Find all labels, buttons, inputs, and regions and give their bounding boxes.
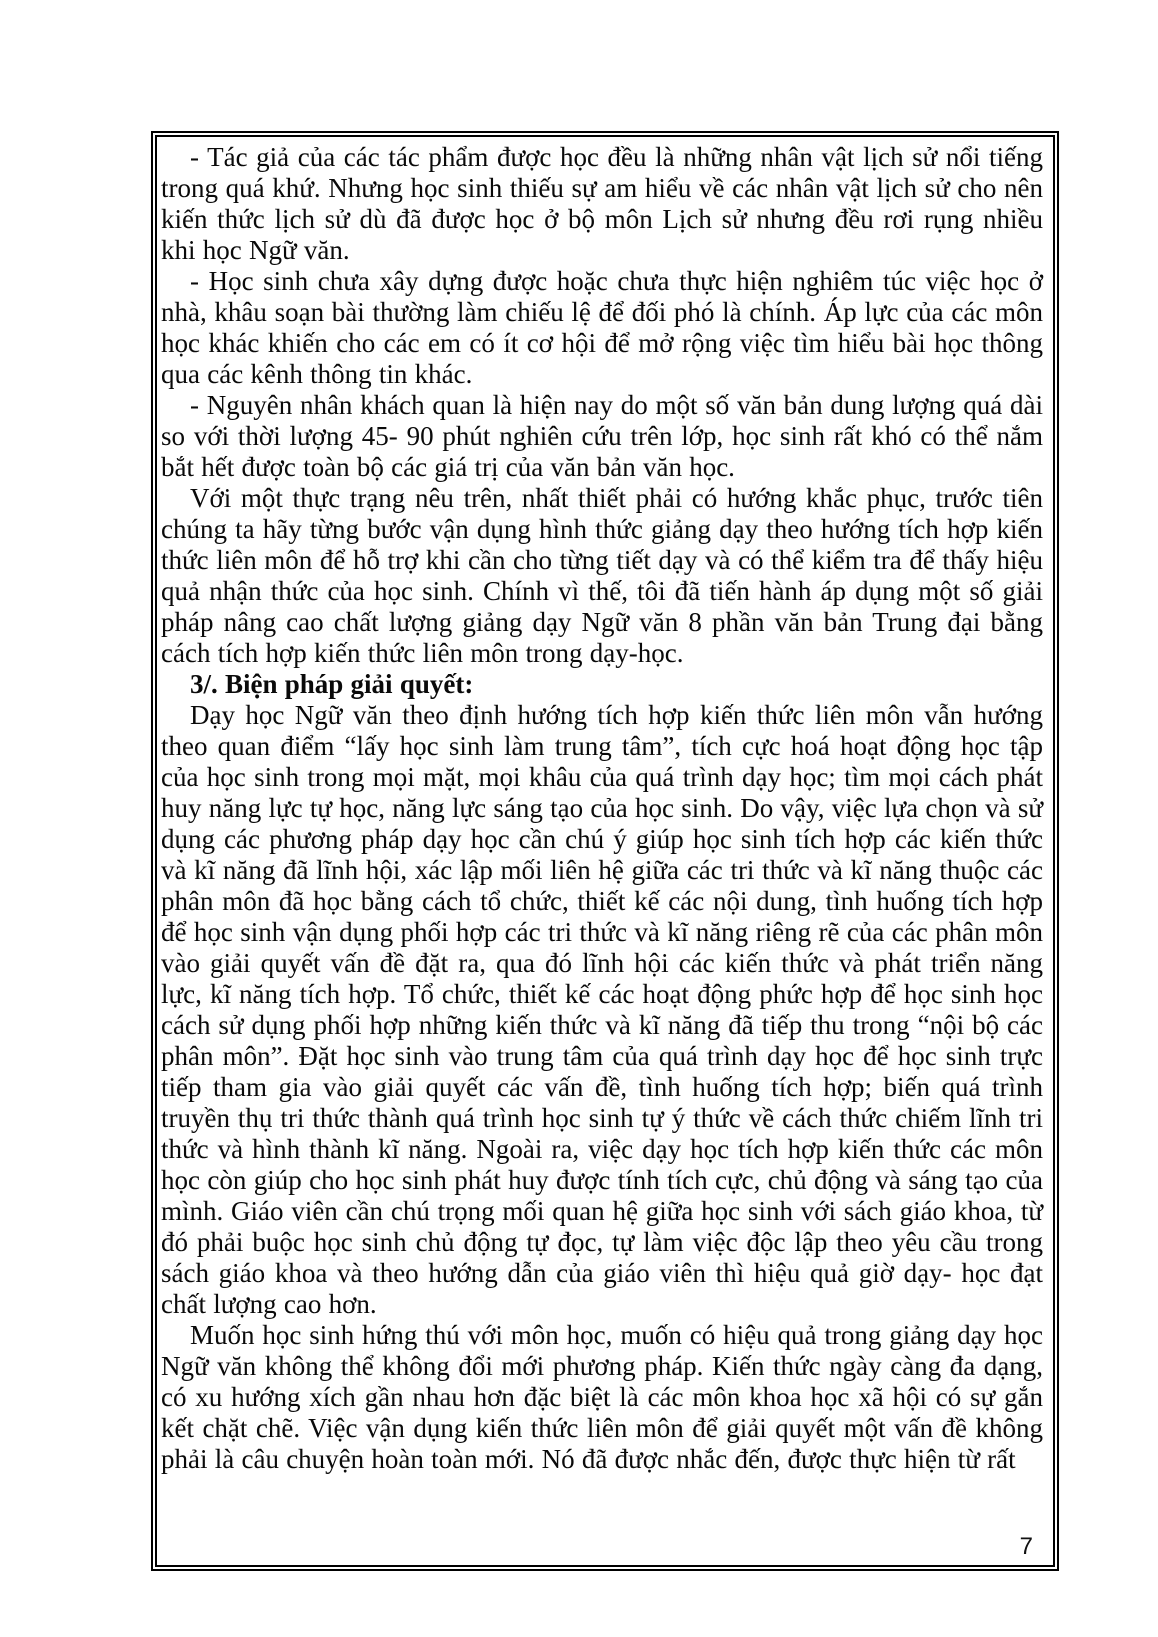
page-content [161,142,1043,1475]
page-border-inner [155,135,1055,1567]
paragraph: - Tác giả của các tác phẩm được học đều là những nhân vật lịch sử nổi tiếng trong quá khứ. Nhưng học sinh thiếu sự am hiểu về các nhân vật lịch sử cho nên kiến thức lịch sử dù đã được học ở bộ môn Lịch sử nhưng đều rơi rụng nhiều khi học Ngữ văn. [161,142,1043,265]
paragraph: Dạy học Ngữ văn theo định hướng tích hợp kiến thức liên môn vẫn hướng theo quan điểm “lấy học sinh làm trung tâm”, tích cực hoá hoạt động học tập của học sinh trong mọi mặt, mọi khâu của quá trình dạy học; tìm mọi cách phát huy năng lực tự học, năng lực sáng tạo của học sinh. Do vậy, việc lựa chọn và sử dụng các phương pháp dạy học cần chú ý giúp học sinh tích hợp các kiến thức và kĩ năng đã lĩnh hội, xác lập mối liên hệ giữa các tri thức và kĩ năng thuộc các phân môn đã học bằng cách tổ chức, thiết kế các nội dung, tình huống tích hợp để học sinh vận dụng phối hợp các tri thức và kĩ năng riêng rẽ của các phân môn vào giải quyết vấn đề đặt ra, qua đó lĩnh hội các kiến thức và phát triển năng lực, kĩ năng tích hợp. Tổ chức, thiết kế các hoạt động phức hợp để học sinh học cách sử dụng phối hợp những kiến thức và kĩ năng đã tiếp thu trong “nội bộ các phân môn”. Đặt học sinh vào trung tâm của quá trình dạy học để học sinh trực tiếp tham gia vào giải quyết các vấn đề, tình huống tích hợp; biến quá trình truyền thụ tri thức thành quá trình học sinh tự ý thức về cách thức chiếm lĩnh tri thức và hình thành kĩ năng. Ngoài ra, việc dạy học tích hợp kiến thức các môn học còn giúp cho học sinh phát huy được tính tích cực, chủ động và sáng tạo của mình. Giáo viên cần chú trọng mối quan hệ giữa học sinh với sách giáo khoa, từ đó phải buộc học sinh chủ động tự đọc, tự làm việc độc lập theo yêu cầu trong sách giáo khoa và theo hướng dẫn của giáo viên thì hiệu quả giờ dạy- học đạt chất lượng cao hơn. [161,700,1043,1319]
paragraph: - Học sinh chưa xây dựng được hoặc chưa thực hiện nghiêm túc việc học ở nhà, khâu soạn bài thường làm chiếu lệ để đối phó là chính. Áp lực của các môn học khác khiến cho các em có ít cơ hội để mở rộng việc tìm hiểu bài học thông qua các kênh thông tin khác. [161,266,1043,389]
section-heading: 3/. Biện pháp giải quyết: [190,669,474,699]
page-number: 7 [1019,1533,1033,1560]
page-border-frame [151,131,1059,1571]
paragraph: - Nguyên nhân khách quan là hiện nay do một số văn bản dung lượng quá dài so với thời lượng 45- 90 phút nghiên cứu trên lớp, học sinh rất khó có thể nắm bắt hết được toàn bộ các giá trị của văn bản văn học. [161,390,1043,482]
paragraph: Muốn học sinh hứng thú với môn học, muốn có hiệu quả trong giảng dạy học Ngữ văn không thể không đổi mới phương pháp. Kiến thức ngày càng đa dạng, có xu hướng xích gần nhau hơn đặc biệt là các môn khoa học xã hội có sự gắn kết chặt chẽ. Việc vận dụng kiến thức liên môn để giải quyết một vấn đề không phải là câu chuyện hoàn toàn mới. Nó đã được nhắc đến, được thực hiện từ rất [161,1320,1043,1474]
paragraph: Với một thực trạng nêu trên, nhất thiết phải có hướng khắc phục, trước tiên chúng ta hãy từng bước vận dụng hình thức giảng dạy theo hướng tích hợp kiến thức liên môn để hỗ trợ khi cần cho từng tiết dạy và có thể kiểm tra để thấy hiệu quả nhận thức của học sinh. Chính vì thế, tôi đã tiến hành áp dụng một số giải pháp nâng cao chất lượng giảng dạy Ngữ văn 8 phần văn bản Trung đại bằng cách tích hợp kiến thức liên môn trong dạy-học. [161,483,1043,668]
